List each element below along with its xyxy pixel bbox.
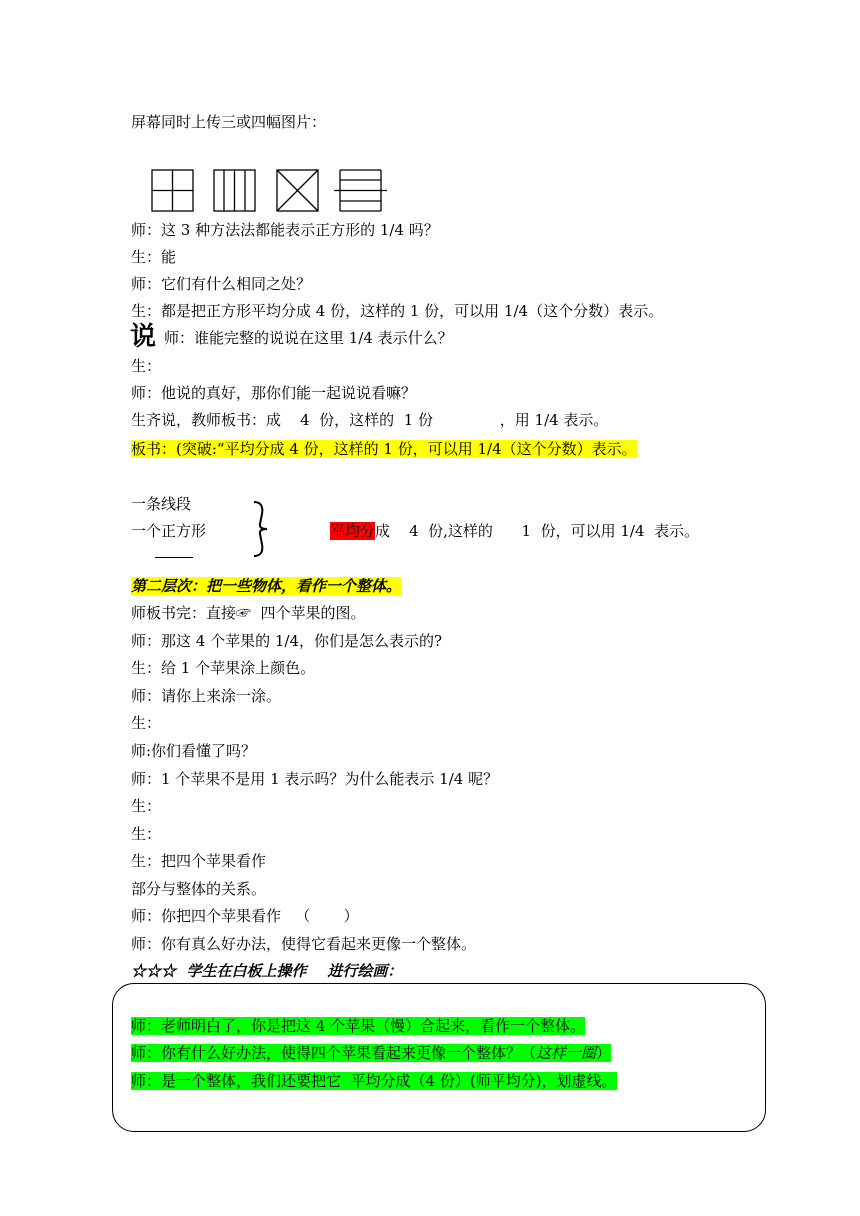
- line-good-method: 师：你有真么好办法，使得它看起来更像一个整体。: [131, 935, 477, 953]
- square-diagonal-quarters: [277, 170, 318, 211]
- blank-underline: [155, 557, 193, 558]
- line-student-blank-3: 生：: [131, 797, 162, 815]
- line-part-whole: 部分与整体的关系。: [131, 880, 267, 898]
- line-come-paint: 师：请你上来涂一涂。: [131, 687, 282, 705]
- line-second-level-heading: [131, 576, 401, 596]
- line-a-segment: 一条线段: [131, 495, 192, 513]
- line-why-quarter: 师：1 个苹果不是用 1 表示吗？为什么能表示 1/4 呢？: [131, 770, 499, 788]
- red-highlight-average: 平均分: [330, 522, 376, 540]
- line-understand: 师:你们看懂了吗？: [131, 742, 257, 760]
- line-upload-images: 屏幕同时上传三或四幅图片：: [131, 113, 327, 131]
- green-highlight-2: 师：你有什么好办法，使得四个苹果看起来更像一个整体？（这样一圈）: [131, 1044, 612, 1062]
- line-box-dashed-line: [131, 1071, 617, 1091]
- line-student-blank-4: 生：: [131, 825, 162, 843]
- line-see-as-blank: 师：你把四个苹果看作 （ ）: [131, 907, 359, 925]
- square-cross-quarters: [152, 170, 193, 211]
- line-who-can-explain: 师：谁能完整的说说在这里 1/4 表示什么？: [164, 329, 453, 347]
- line-see-four-apples: 生：把四个苹果看作: [131, 852, 267, 870]
- line-equal-division-summary: [330, 521, 699, 541]
- line-how-represent: 师：那这 4 个苹果的 1/4，你们是怎么表示的?: [131, 632, 443, 650]
- line-student-answer-equal-parts: 生：都是把正方形平均分成 4 份，这样的 1 份，可以用 1/4（这个分数）表示。: [131, 302, 664, 320]
- line-student-blank-1: 生：: [131, 357, 162, 375]
- line-four-apples-board: 师板书完：直接☞ 四个苹果的图。: [131, 604, 366, 622]
- line-stars-whiteboard: ☆☆☆ 学生在白板上操作 进行绘画：: [131, 962, 403, 980]
- line-a-square: 一个正方形: [131, 522, 207, 540]
- summary-rest: 成 4 份,这样的 1 份，可以用 1/4 表示。: [375, 522, 700, 540]
- line-student-yes: 生：能: [131, 248, 177, 266]
- square-division-figures: [150, 168, 390, 216]
- line-question-three-methods: 师：这 3 种方法法都能表示正方形的 1/4 吗？: [131, 221, 439, 239]
- line-say-together: 师：他说的真好，那你们能一起说说看嘛？: [131, 384, 417, 402]
- right-brace: [250, 500, 274, 558]
- line-what-in-common: 师：它们有什么相同之处？: [131, 275, 312, 293]
- square-horizontal-strips: [334, 170, 387, 211]
- yellow-highlight-board: 板书：(突破:“平均分成 4 份，这样的 1 份，可以用 1/4（这个分数）表示。: [131, 440, 637, 458]
- square-vertical-strips: [214, 170, 255, 211]
- line-box-understand: [131, 1016, 585, 1036]
- line-student-blank-2: 生：: [131, 714, 162, 732]
- line-color-one-apple: 生：给 1 个苹果涂上颜色。: [131, 659, 316, 677]
- line-board-breakthrough: [131, 439, 637, 459]
- line-teacher-board-writing: 生齐说，教师板书：成 4 份，这样的 1 份 ，用 1/4 表示。: [131, 411, 609, 429]
- large-character-say: 说: [130, 322, 157, 352]
- line-box-good-method: [131, 1043, 611, 1063]
- green-highlight-1: 师：老师明白了，你是把这 4 个苹果（慢）合起来，看作一个整体。: [131, 1017, 586, 1035]
- yellow-highlight-second-level: 第二层次：把一些物体，看作一个整体。: [131, 577, 402, 595]
- green-highlight-3: 师：是一个整体，我们还要把它 平均分成（4 份）(师平均分)，划虚线。: [131, 1072, 617, 1090]
